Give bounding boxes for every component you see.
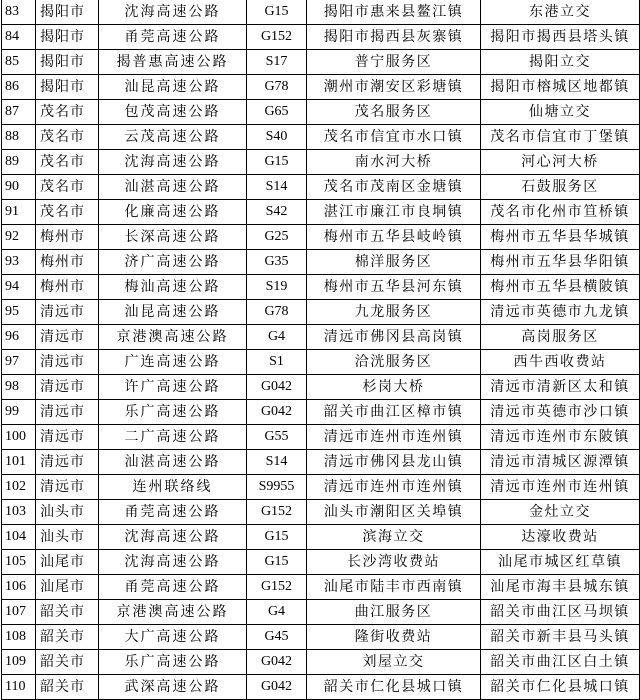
start-point-cell: 汕尾市陆丰市西南镇 xyxy=(307,575,481,600)
start-point-cell: 韶关市仁化县城口镇 xyxy=(307,675,481,700)
row-number-cell: 85 xyxy=(2,50,36,75)
table-row xyxy=(2,275,640,300)
highway-name-cell: 揭普惠高速公路 xyxy=(99,50,247,75)
row-number-cell: 96 xyxy=(2,325,36,350)
end-point-cell: 揭阳市揭西县塔头镇 xyxy=(481,25,640,50)
city-cell: 茂名市 xyxy=(36,125,99,150)
city-cell: 梅州市 xyxy=(36,250,99,275)
row-number-cell: 103 xyxy=(2,500,36,525)
table-row xyxy=(2,325,640,350)
city-cell: 茂名市 xyxy=(36,175,99,200)
highway-code-cell: G78 xyxy=(247,75,307,100)
table-row xyxy=(2,500,640,525)
city-cell: 梅州市 xyxy=(36,275,99,300)
row-number-cell: 91 xyxy=(2,200,36,225)
highway-code-cell: S17 xyxy=(247,50,307,75)
table-row xyxy=(2,375,640,400)
row-number-cell: 92 xyxy=(2,225,36,250)
start-point-cell: 清远市佛冈县高岗镇 xyxy=(307,325,481,350)
city-cell: 韶关市 xyxy=(36,650,99,675)
table-row xyxy=(2,50,640,75)
end-point-cell: 汕尾市海丰县城东镇 xyxy=(481,575,640,600)
city-cell: 韶关市 xyxy=(36,625,99,650)
city-cell: 清远市 xyxy=(36,375,99,400)
city-cell: 汕尾市 xyxy=(36,575,99,600)
highway-code-cell: S14 xyxy=(247,450,307,475)
highway-code-cell: G78 xyxy=(247,300,307,325)
start-point-cell: 南水河大桥 xyxy=(307,150,481,175)
highway-code-cell: S1 xyxy=(247,350,307,375)
end-point-cell: 石鼓服务区 xyxy=(481,175,640,200)
row-number-cell: 87 xyxy=(2,100,36,125)
highway-name-cell: 甬莞高速公路 xyxy=(99,500,247,525)
row-number-cell: 101 xyxy=(2,450,36,475)
start-point-cell: 潮州市潮安区彩塘镇 xyxy=(307,75,481,100)
highway-name-cell: 汕昆高速公路 xyxy=(99,75,247,100)
highway-code-cell: G15 xyxy=(247,525,307,550)
table-row xyxy=(2,75,640,100)
table-row xyxy=(2,675,640,700)
table-row xyxy=(2,200,640,225)
row-number-cell: 89 xyxy=(2,150,36,175)
city-cell: 茂名市 xyxy=(36,200,99,225)
start-point-cell: 洽洸服务区 xyxy=(307,350,481,375)
highway-name-cell: 连州联络线 xyxy=(99,475,247,500)
row-number-cell: 83 xyxy=(2,0,36,25)
end-point-cell: 清远市清城区源潭镇 xyxy=(481,450,640,475)
start-point-cell: 梅州市五华县河东镇 xyxy=(307,275,481,300)
table-row xyxy=(2,550,640,575)
highway-code-cell: G55 xyxy=(247,425,307,450)
row-number-cell: 105 xyxy=(2,550,36,575)
end-point-cell: 揭阳立交 xyxy=(481,50,640,75)
row-number-cell: 97 xyxy=(2,350,36,375)
city-cell: 韶关市 xyxy=(36,600,99,625)
end-point-cell: 高岗服务区 xyxy=(481,325,640,350)
table-row xyxy=(2,650,640,675)
highway-code-cell: G15 xyxy=(247,150,307,175)
city-cell: 清远市 xyxy=(36,300,99,325)
end-point-cell: 茂名市信宜市丁堡镇 xyxy=(481,125,640,150)
table-row xyxy=(2,350,640,375)
highway-name-cell: 京港澳高速公路 xyxy=(99,600,247,625)
table-row xyxy=(2,450,640,475)
table-row xyxy=(2,475,640,500)
start-point-cell: 滨海立交 xyxy=(307,525,481,550)
city-cell: 梅州市 xyxy=(36,225,99,250)
start-point-cell: 普宁服务区 xyxy=(307,50,481,75)
city-cell: 清远市 xyxy=(36,325,99,350)
highway-name-cell: 云茂高速公路 xyxy=(99,125,247,150)
row-number-cell: 86 xyxy=(2,75,36,100)
end-point-cell: 清远市英德市九龙镇 xyxy=(481,300,640,325)
highway-name-cell: 汕昆高速公路 xyxy=(99,300,247,325)
highway-code-cell: G4 xyxy=(247,325,307,350)
city-cell: 揭阳市 xyxy=(36,75,99,100)
city-cell: 茂名市 xyxy=(36,150,99,175)
row-number-cell: 98 xyxy=(2,375,36,400)
start-point-cell: 茂名服务区 xyxy=(307,100,481,125)
highway-name-cell: 汕湛高速公路 xyxy=(99,175,247,200)
row-number-cell: 102 xyxy=(2,475,36,500)
row-number-cell: 88 xyxy=(2,125,36,150)
highway-name-cell: 许广高速公路 xyxy=(99,375,247,400)
city-cell: 清远市 xyxy=(36,475,99,500)
end-point-cell: 清远市清新区太和镇 xyxy=(481,375,640,400)
city-cell: 清远市 xyxy=(36,350,99,375)
row-number-cell: 106 xyxy=(2,575,36,600)
table-row xyxy=(2,25,640,50)
row-number-cell: 100 xyxy=(2,425,36,450)
start-point-cell: 湛江市廉江市良垌镇 xyxy=(307,200,481,225)
start-point-cell: 九龙服务区 xyxy=(307,300,481,325)
table-row xyxy=(2,625,640,650)
highway-code-cell: S42 xyxy=(247,200,307,225)
highway-code-cell: S9955 xyxy=(247,475,307,500)
row-number-cell: 110 xyxy=(2,675,36,700)
highway-code-cell: G4 xyxy=(247,600,307,625)
end-point-cell: 揭阳市榕城区地都镇 xyxy=(481,75,640,100)
row-number-cell: 99 xyxy=(2,400,36,425)
city-cell: 揭阳市 xyxy=(36,25,99,50)
end-point-cell: 河心河大桥 xyxy=(481,150,640,175)
highway-code-cell: S40 xyxy=(247,125,307,150)
start-point-cell: 隆街收费站 xyxy=(307,625,481,650)
highway-code-cell: G042 xyxy=(247,650,307,675)
city-cell: 揭阳市 xyxy=(36,0,99,25)
start-point-cell: 揭阳市惠来县鳌江镇 xyxy=(307,0,481,25)
city-cell: 汕头市 xyxy=(36,525,99,550)
highway-section-table xyxy=(1,0,640,700)
row-number-cell: 93 xyxy=(2,250,36,275)
highway-code-cell: S19 xyxy=(247,275,307,300)
highway-name-cell: 沈海高速公路 xyxy=(99,550,247,575)
table-row xyxy=(2,225,640,250)
highway-name-cell: 甬莞高速公路 xyxy=(99,575,247,600)
table-row xyxy=(2,150,640,175)
table-row xyxy=(2,575,640,600)
highway-code-cell: G45 xyxy=(247,625,307,650)
city-cell: 清远市 xyxy=(36,450,99,475)
highway-code-cell: G152 xyxy=(247,575,307,600)
start-point-cell: 汕头市潮阳区关埠镇 xyxy=(307,500,481,525)
highway-code-cell: G65 xyxy=(247,100,307,125)
table-row xyxy=(2,125,640,150)
start-point-cell: 刘屋立交 xyxy=(307,650,481,675)
city-cell: 揭阳市 xyxy=(36,50,99,75)
end-point-cell: 清远市英德市沙口镇 xyxy=(481,400,640,425)
end-point-cell: 茂名市化州市笪桥镇 xyxy=(481,200,640,225)
start-point-cell: 清远市连州市连州镇 xyxy=(307,475,481,500)
highway-name-cell: 广连高速公路 xyxy=(99,350,247,375)
start-point-cell: 长沙湾收费站 xyxy=(307,550,481,575)
city-cell: 汕尾市 xyxy=(36,550,99,575)
row-number-cell: 104 xyxy=(2,525,36,550)
table-row xyxy=(2,525,640,550)
highway-name-cell: 二广高速公路 xyxy=(99,425,247,450)
highway-name-cell: 包茂高速公路 xyxy=(99,100,247,125)
end-point-cell: 韶关市仁化县城口镇 xyxy=(481,675,640,700)
table-row xyxy=(2,600,640,625)
highway-code-cell: G042 xyxy=(247,375,307,400)
highway-name-cell: 甬莞高速公路 xyxy=(99,25,247,50)
end-point-cell: 梅州市五华县华阳镇 xyxy=(481,250,640,275)
end-point-cell: 仙塘立交 xyxy=(481,100,640,125)
end-point-cell: 清远市连州市连州镇 xyxy=(481,475,640,500)
highway-name-cell: 乐广高速公路 xyxy=(99,650,247,675)
start-point-cell: 清远市佛冈县龙山镇 xyxy=(307,450,481,475)
start-point-cell: 杉岗大桥 xyxy=(307,375,481,400)
start-point-cell: 棉洋服务区 xyxy=(307,250,481,275)
highway-code-cell: G152 xyxy=(247,500,307,525)
end-point-cell: 梅州市五华县横陂镇 xyxy=(481,275,640,300)
highway-code-cell: S14 xyxy=(247,175,307,200)
row-number-cell: 109 xyxy=(2,650,36,675)
highway-name-cell: 沈海高速公路 xyxy=(99,150,247,175)
row-number-cell: 90 xyxy=(2,175,36,200)
end-point-cell: 东港立交 xyxy=(481,0,640,25)
row-number-cell: 107 xyxy=(2,600,36,625)
end-point-cell: 清远市连州市东陂镇 xyxy=(481,425,640,450)
start-point-cell: 韶关市曲江区樟市镇 xyxy=(307,400,481,425)
highway-name-cell: 乐广高速公路 xyxy=(99,400,247,425)
highway-code-cell: G042 xyxy=(247,675,307,700)
end-point-cell: 汕尾市城区红草镇 xyxy=(481,550,640,575)
row-number-cell: 94 xyxy=(2,275,36,300)
end-point-cell: 西牛西收费站 xyxy=(481,350,640,375)
highway-name-cell: 沈海高速公路 xyxy=(99,525,247,550)
highway-code-cell: G15 xyxy=(247,0,307,25)
start-point-cell: 茂名市茂南区金塘镇 xyxy=(307,175,481,200)
start-point-cell: 清远市连州市连州镇 xyxy=(307,425,481,450)
highway-code-cell: G35 xyxy=(247,250,307,275)
table-row xyxy=(2,175,640,200)
table-row xyxy=(2,0,640,25)
table-row xyxy=(2,100,640,125)
city-cell: 清远市 xyxy=(36,400,99,425)
table-row xyxy=(2,300,640,325)
start-point-cell: 梅州市五华县岐岭镇 xyxy=(307,225,481,250)
city-cell: 汕头市 xyxy=(36,500,99,525)
highway-code-cell: G15 xyxy=(247,550,307,575)
row-number-cell: 108 xyxy=(2,625,36,650)
row-number-cell: 95 xyxy=(2,300,36,325)
start-point-cell: 揭阳市揭西县灰寨镇 xyxy=(307,25,481,50)
highway-name-cell: 济广高速公路 xyxy=(99,250,247,275)
city-cell: 茂名市 xyxy=(36,100,99,125)
highway-name-cell: 梅汕高速公路 xyxy=(99,275,247,300)
end-point-cell: 韶关市曲江区白土镇 xyxy=(481,650,640,675)
highway-code-cell: G042 xyxy=(247,400,307,425)
table-row xyxy=(2,400,640,425)
end-point-cell: 梅州市五华县华城镇 xyxy=(481,225,640,250)
highway-name-cell: 化廉高速公路 xyxy=(99,200,247,225)
highway-code-cell: G152 xyxy=(247,25,307,50)
end-point-cell: 达濠收费站 xyxy=(481,525,640,550)
city-cell: 清远市 xyxy=(36,425,99,450)
highway-name-cell: 沈海高速公路 xyxy=(99,0,247,25)
highway-name-cell: 长深高速公路 xyxy=(99,225,247,250)
start-point-cell: 曲江服务区 xyxy=(307,600,481,625)
end-point-cell: 金灶立交 xyxy=(481,500,640,525)
end-point-cell: 韶关市曲江区马坝镇 xyxy=(481,600,640,625)
end-point-cell: 韶关市新丰县马头镇 xyxy=(481,625,640,650)
highway-name-cell: 京港澳高速公路 xyxy=(99,325,247,350)
highway-name-cell: 武深高速公路 xyxy=(99,675,247,700)
table-row xyxy=(2,250,640,275)
city-cell: 韶关市 xyxy=(36,675,99,700)
highway-code-cell: G25 xyxy=(247,225,307,250)
table-row xyxy=(2,425,640,450)
start-point-cell: 茂名市信宜市水口镇 xyxy=(307,125,481,150)
highway-name-cell: 大广高速公路 xyxy=(99,625,247,650)
highway-name-cell: 汕湛高速公路 xyxy=(99,450,247,475)
row-number-cell: 84 xyxy=(2,25,36,50)
